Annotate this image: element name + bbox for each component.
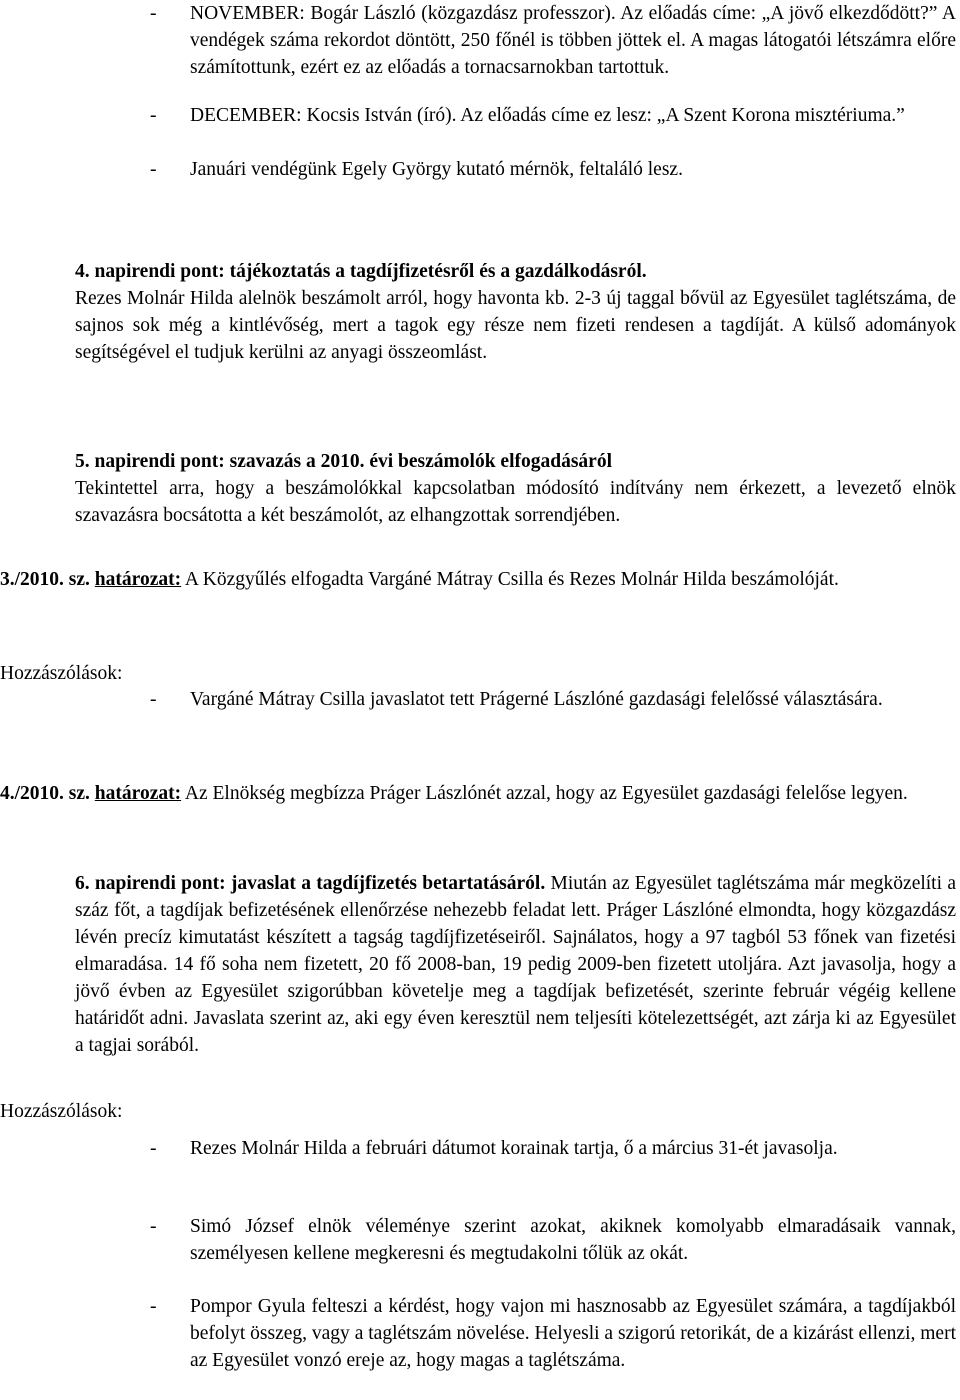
resolution-label: határozat:: [94, 569, 182, 590]
comment-item: [150, 1135, 956, 1162]
agenda-item-6: [75, 870, 956, 1059]
list-dash: -: [150, 1216, 157, 1237]
comments-label-text: Hozzászólások:: [0, 1101, 123, 1122]
list-dash: -: [150, 159, 157, 180]
list-item-text: DECEMBER: Kocsis István (író). Az előadás címe ez lesz: „A Szent Korona misztériuma.”: [190, 105, 905, 126]
resolution-text: Az Elnökség megbízza Práger Lászlónét azzal, hogy az Egyesület gazdasági felelőse legyen.: [184, 783, 908, 804]
agenda-heading: 5. napirendi pont: szavazás a 2010. évi beszámolók elfogadásáról: [75, 451, 612, 472]
list-item: [150, 102, 956, 129]
list-dash: -: [150, 1296, 157, 1317]
list-dash: -: [150, 1138, 157, 1159]
comments-label-text: Hozzászólások:: [0, 663, 123, 684]
resolution-4: [0, 780, 956, 807]
agenda-text: Tekintettel arra, hogy a beszámolókkal kapcsolatban módosító indítvány nem érkezett, a levezető elnök szavazásra bocsátotta a két beszámolót, az elhangzottak sorrendjében.: [75, 478, 956, 526]
resolution-3: [0, 566, 956, 593]
comments-label: [0, 660, 881, 687]
agenda-item-4: [75, 258, 956, 366]
comment-text: Vargáné Mátray Csilla javaslatot tett Prágerné Lászlóné gazdasági felelőssé választására.: [190, 689, 883, 710]
comment-item: [150, 686, 956, 713]
list-item: [150, 0, 956, 81]
list-item: [150, 156, 956, 183]
agenda-text: Rezes Molnár Hilda alelnök beszámolt arról, hogy havonta kb. 2-3 új taggal bővül az Egyesület taglétszáma, de sajnos sok még a kintlévőség, mert a tagok egy része nem fizeti rendesen a tagdíját. A külső adományok segítségével el tudjuk kerülni az anyagi összeomlást.: [75, 288, 956, 363]
comment-text: Pompor Gyula felteszi a kérdést, hogy vajon mi hasznosabb az Egyesület számára, a tagdíjakból befolyt összeg, vagy a taglétszám növelése. Helyesli a szigorú retorikát, de a kizárást ellenzi, mert az Egyesület vonzó ereje az, hogy magas a taglétszáma.: [190, 1296, 956, 1371]
list-item-text: Januári vendégünk Egely György kutató mérnök, feltaláló lesz.: [190, 159, 683, 180]
agenda-text: Miután az Egyesület taglétszáma már megközelíti a száz főt, a tagdíjak befizetésének ellenőrzése nehezebb feladat lett. Práger Lászlóné elmondta, hogy közgazdász lévén precíz kimutatást készített a tagság tagdíjfizetéseiről. Sajnálatos, hogy a 97 tagból 53 főnek van fizetési elmaradása. 14 fő soha nem fizetett, 20 fő 2008-ban, 19 pedig 2009-ben fizetett utoljára. Azt javasolja, hogy a jövő évben az Egyesület szigorúbban követelje meg a tagdíjak befizetését, szerinte február végéig kellene határidőt adni. Javaslata szerint az, aki egy éven keresztül nem teljesíti kötelezettségét, azt zárja ki az Egyesület a tagjai sorából.: [75, 873, 956, 1056]
comment-item: [150, 1213, 956, 1267]
resolution-number: 4./2010. sz.: [0, 783, 90, 804]
agenda-heading: 4. napirendi pont: tájékoztatás a tagdíjfizetésről és a gazdálkodásról.: [75, 261, 647, 282]
agenda-heading: 6. napirendi pont: javaslat a tagdíjfizetés betartatásáról.: [75, 873, 546, 894]
comment-item: [150, 1293, 956, 1374]
resolution-number: 3./2010. sz.: [0, 569, 90, 590]
comments-label: [0, 1098, 881, 1125]
resolution-text: A Közgyűlés elfogadta Vargáné Mátray Csilla és Rezes Molnár Hilda beszámolóját.: [184, 569, 839, 590]
comment-text: Simó József elnök véleménye szerint azokat, akiknek komolyabb elmaradásaik vannak, személyesen kellene megkeresni és megtudakolni tőlük az okát.: [190, 1216, 956, 1264]
list-dash: -: [150, 105, 157, 126]
list-dash: -: [150, 3, 157, 24]
comment-text: Rezes Molnár Hilda a februári dátumot korainak tartja, ő a március 31-ét javasolja.: [190, 1138, 838, 1159]
list-item-text: NOVEMBER: Bogár László (közgazdász professzor). Az előadás címe: „A jövő elkezdődött?” A vendégek száma rekordot döntött, 250 főnél is többen jöttek el. A magas látogatói létszámra előre számítottunk, ezért ez az előadás a tornacsarnokban tartottuk.: [190, 3, 956, 78]
agenda-item-5: [75, 448, 956, 529]
list-dash: -: [150, 689, 157, 710]
resolution-label: határozat:: [94, 783, 182, 804]
